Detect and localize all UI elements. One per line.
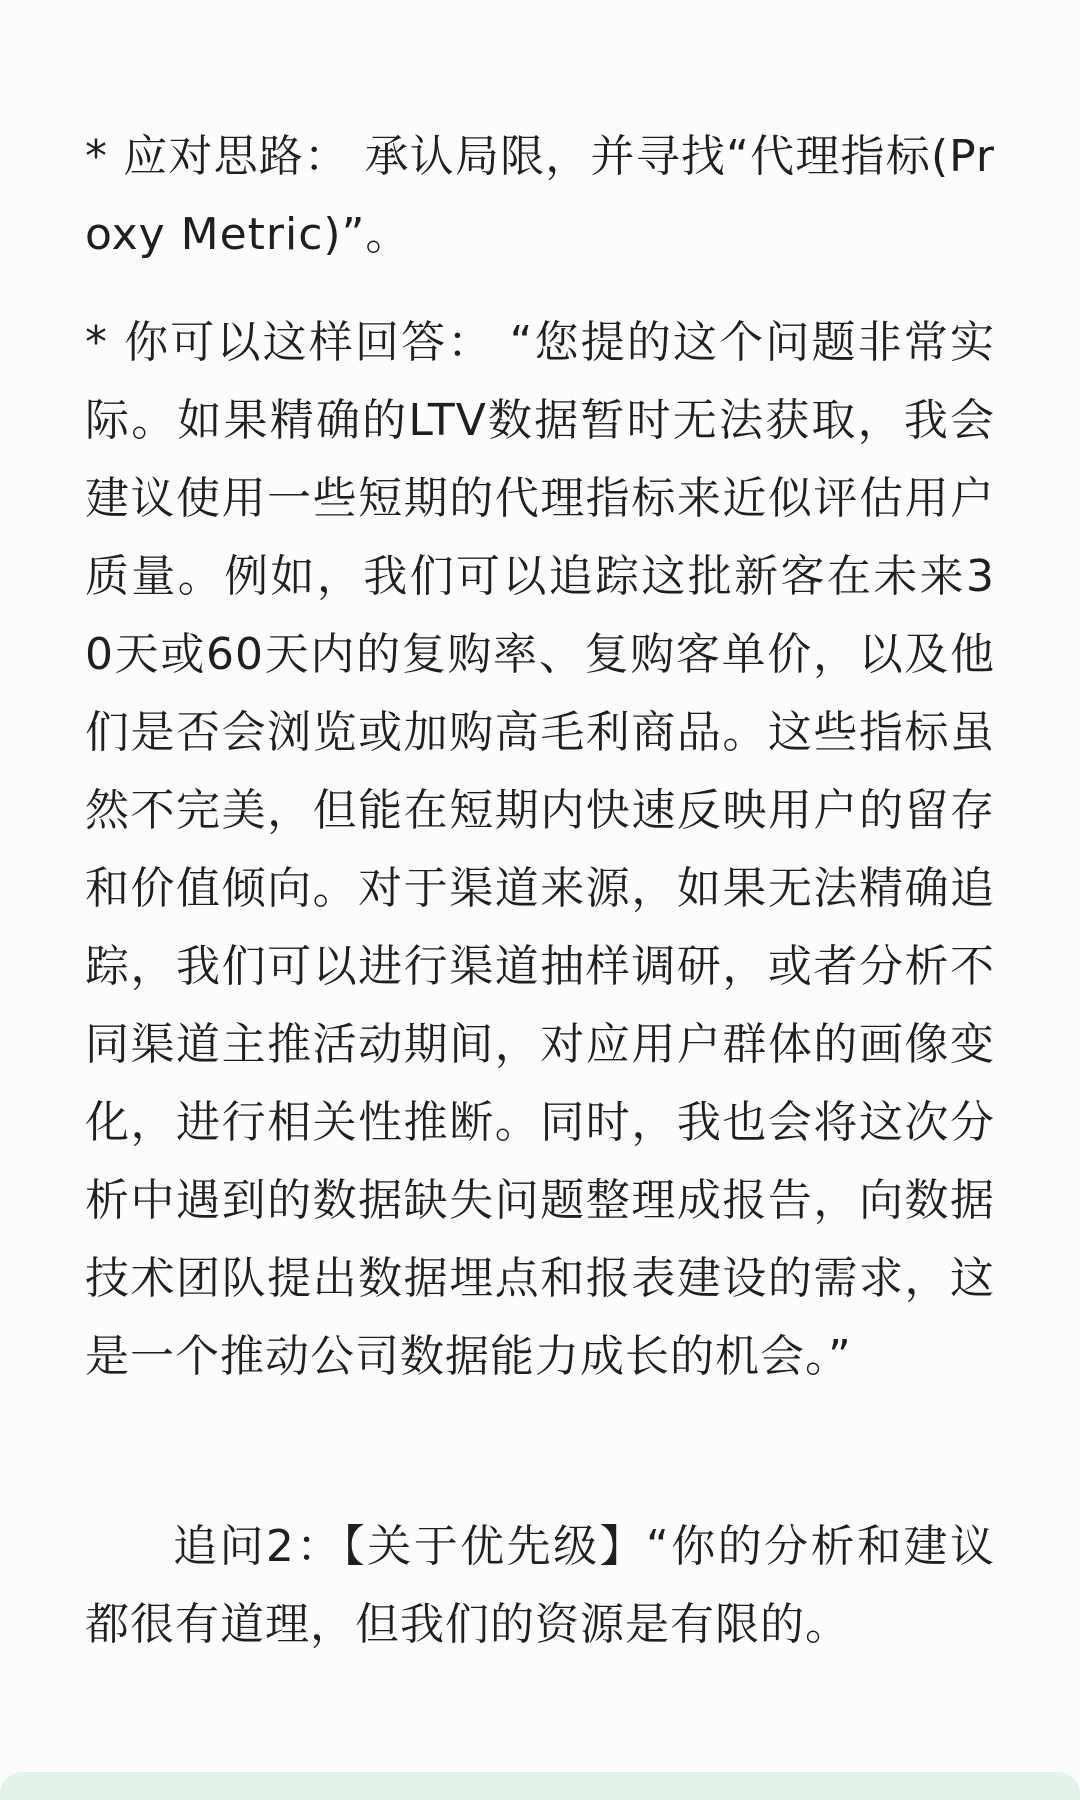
bottom-band — [0, 1772, 1080, 1800]
strategy-paragraph: * 应对思路： 承认局限，并寻找“代理指标(Proxy Metric)”。 — [85, 131, 995, 260]
article-body — [85, 118, 995, 1664]
answer-paragraph: * 你可以这样回答： “您提的这个问题非常实际。如果精确的LTV数据暂时无法获取，我会建议使用一些短期的代理指标来近似评估用户质量。例如，我们可以追踪这批新客在未来30天或60天内的复购率、复购客单价，以及他们是否会浏览或加购高毛利商品。这些指标虽然不完美，但能在短期内快速反映用户的留存和价值倾向。对于渠道来源，如果无法精确追踪，我们可以进行渠道抽样调研，或者分析不同渠道主推活动期间，对应用户群体的画像变化，进行相关性推断。同时，我也会将这次分析中遇到的数据缺失问题整理成报告，向数据技术团队提出数据埋点和报表建设的需求，这是一个推动公司数据能力成长的机会。” — [85, 317, 995, 1382]
follow-up-question-paragraph: 追问2：【关于优先级】“你的分析和建议都很有道理，但我们的资源是有限的。 — [85, 1521, 995, 1650]
